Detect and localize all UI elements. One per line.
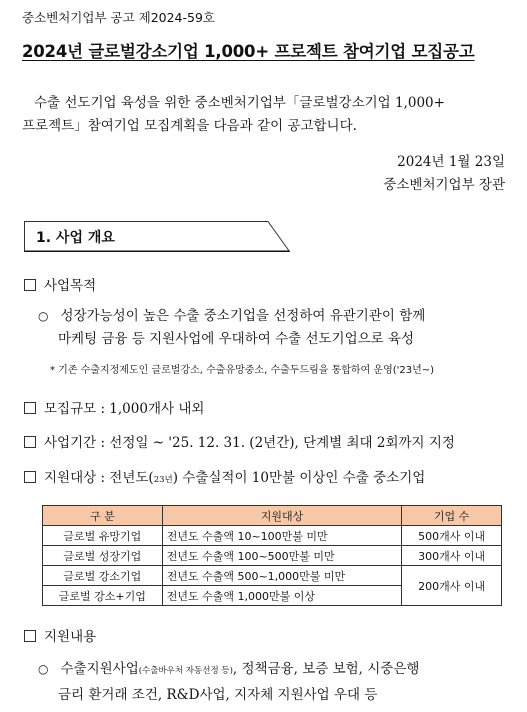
table-header-criteria: 지원대상 [162,506,401,526]
target-suffix: ) 수출실적이 10만불 이상인 수출 중소기업 [172,470,426,486]
announcement-date: 2024년 1월 23일 [397,154,505,170]
table-cell-criteria: 전년도 수출액 10~100만불 미만 [162,526,401,546]
table-cell-count: 300개사 이내 [402,546,502,566]
table-row [43,546,502,566]
purpose-text-1: 성장가능성이 높은 수출 중소기업을 선정하여 유관기관이 함께 [60,308,426,324]
scale-text: 모집규모 : 1,000개사 내외 [44,401,205,417]
intro-line-1: 수출 선도기업 육성을 위한 중소벤처기업부「글로벌강소기업 1,000+ [34,95,445,111]
table-row [43,566,502,586]
table-cell-count: 500개사 이내 [402,526,502,546]
period-text: 사업기간 : 선정일 ~ '25. 12. 31. (2년간), 단계별 최대 2회까지 지정 [44,435,455,451]
table-cell-criteria: 전년도 수출액 100~500만불 미만 [162,546,401,566]
target-prefix: 지원대상 : 전년도( [44,470,154,486]
table-cell-count-merged: 200개사 이내 [402,566,502,606]
table-cell-category: 글로벌 유망기업 [43,526,163,546]
scale-item [24,397,204,417]
content-detail [38,657,508,707]
target-item [24,466,425,486]
content-text-2: 금리 환거래 조건, R&D사업, 지자체 지원사업 우대 등 [58,687,378,703]
table-row [43,526,502,546]
period-item [24,431,455,451]
section-title: 1. 사업 개요 [36,230,115,246]
purpose-item [24,274,96,294]
issuing-organization: 중소벤처기업부 장관 [383,177,505,193]
square-bullet-icon [24,402,36,414]
content-text-1a: 수출지원사업 [60,661,139,677]
intro-paragraph [22,92,508,138]
content-label: 지원내용 [44,629,97,645]
content-text-1b: (수출바우처 자동선정 등) [138,666,233,676]
table-cell-criteria: 전년도 수출액 500~1,000만불 미만 [162,566,401,586]
table-header-count: 기업 수 [402,506,502,526]
content-text-1c: , 정책금융, 보증 보험, 시중은행 [232,661,420,677]
table-cell-criteria: 전년도 수출액 1,000만불 이상 [162,586,401,606]
circle-bullet-icon: ○ [38,662,49,676]
purpose-note: * 기존 수출지정제도인 글로벌강소, 수출유망중소, 수출두드림을 통합하여 운영('23년~) [50,365,435,376]
purpose-text-2: 마케팅 금융 등 지원사업에 우대하여 수출 선도기업으로 육성 [58,331,415,347]
document-title: 2024년 글로벌강소기업 1,000+ 프로젝트 참여기업 모집공고 [22,42,475,61]
purpose-detail [38,305,508,351]
support-target-table [42,505,502,606]
notice-number: 중소벤처기업부 공고 제2024-59호 [22,10,216,25]
intro-line-2: 프로젝트」참여기업 모집계획을 다음과 같이 공고합니다. [22,118,357,134]
table-cell-category: 글로벌 성장기업 [43,546,163,566]
table-header-row [43,506,502,526]
purpose-label: 사업목적 [44,278,97,294]
table-cell-category: 글로벌 강소+기업 [43,586,163,606]
square-bullet-icon [24,471,36,483]
circle-bullet-icon: ○ [38,309,49,323]
table-header-category: 구 분 [43,506,163,526]
section-header-box [24,221,290,252]
square-bullet-icon [24,630,36,642]
square-bullet-icon [24,279,36,291]
content-item [24,625,96,645]
target-year: 23년 [153,475,173,485]
square-bullet-icon [24,436,36,448]
table-cell-category: 글로벌 강소기업 [43,566,163,586]
